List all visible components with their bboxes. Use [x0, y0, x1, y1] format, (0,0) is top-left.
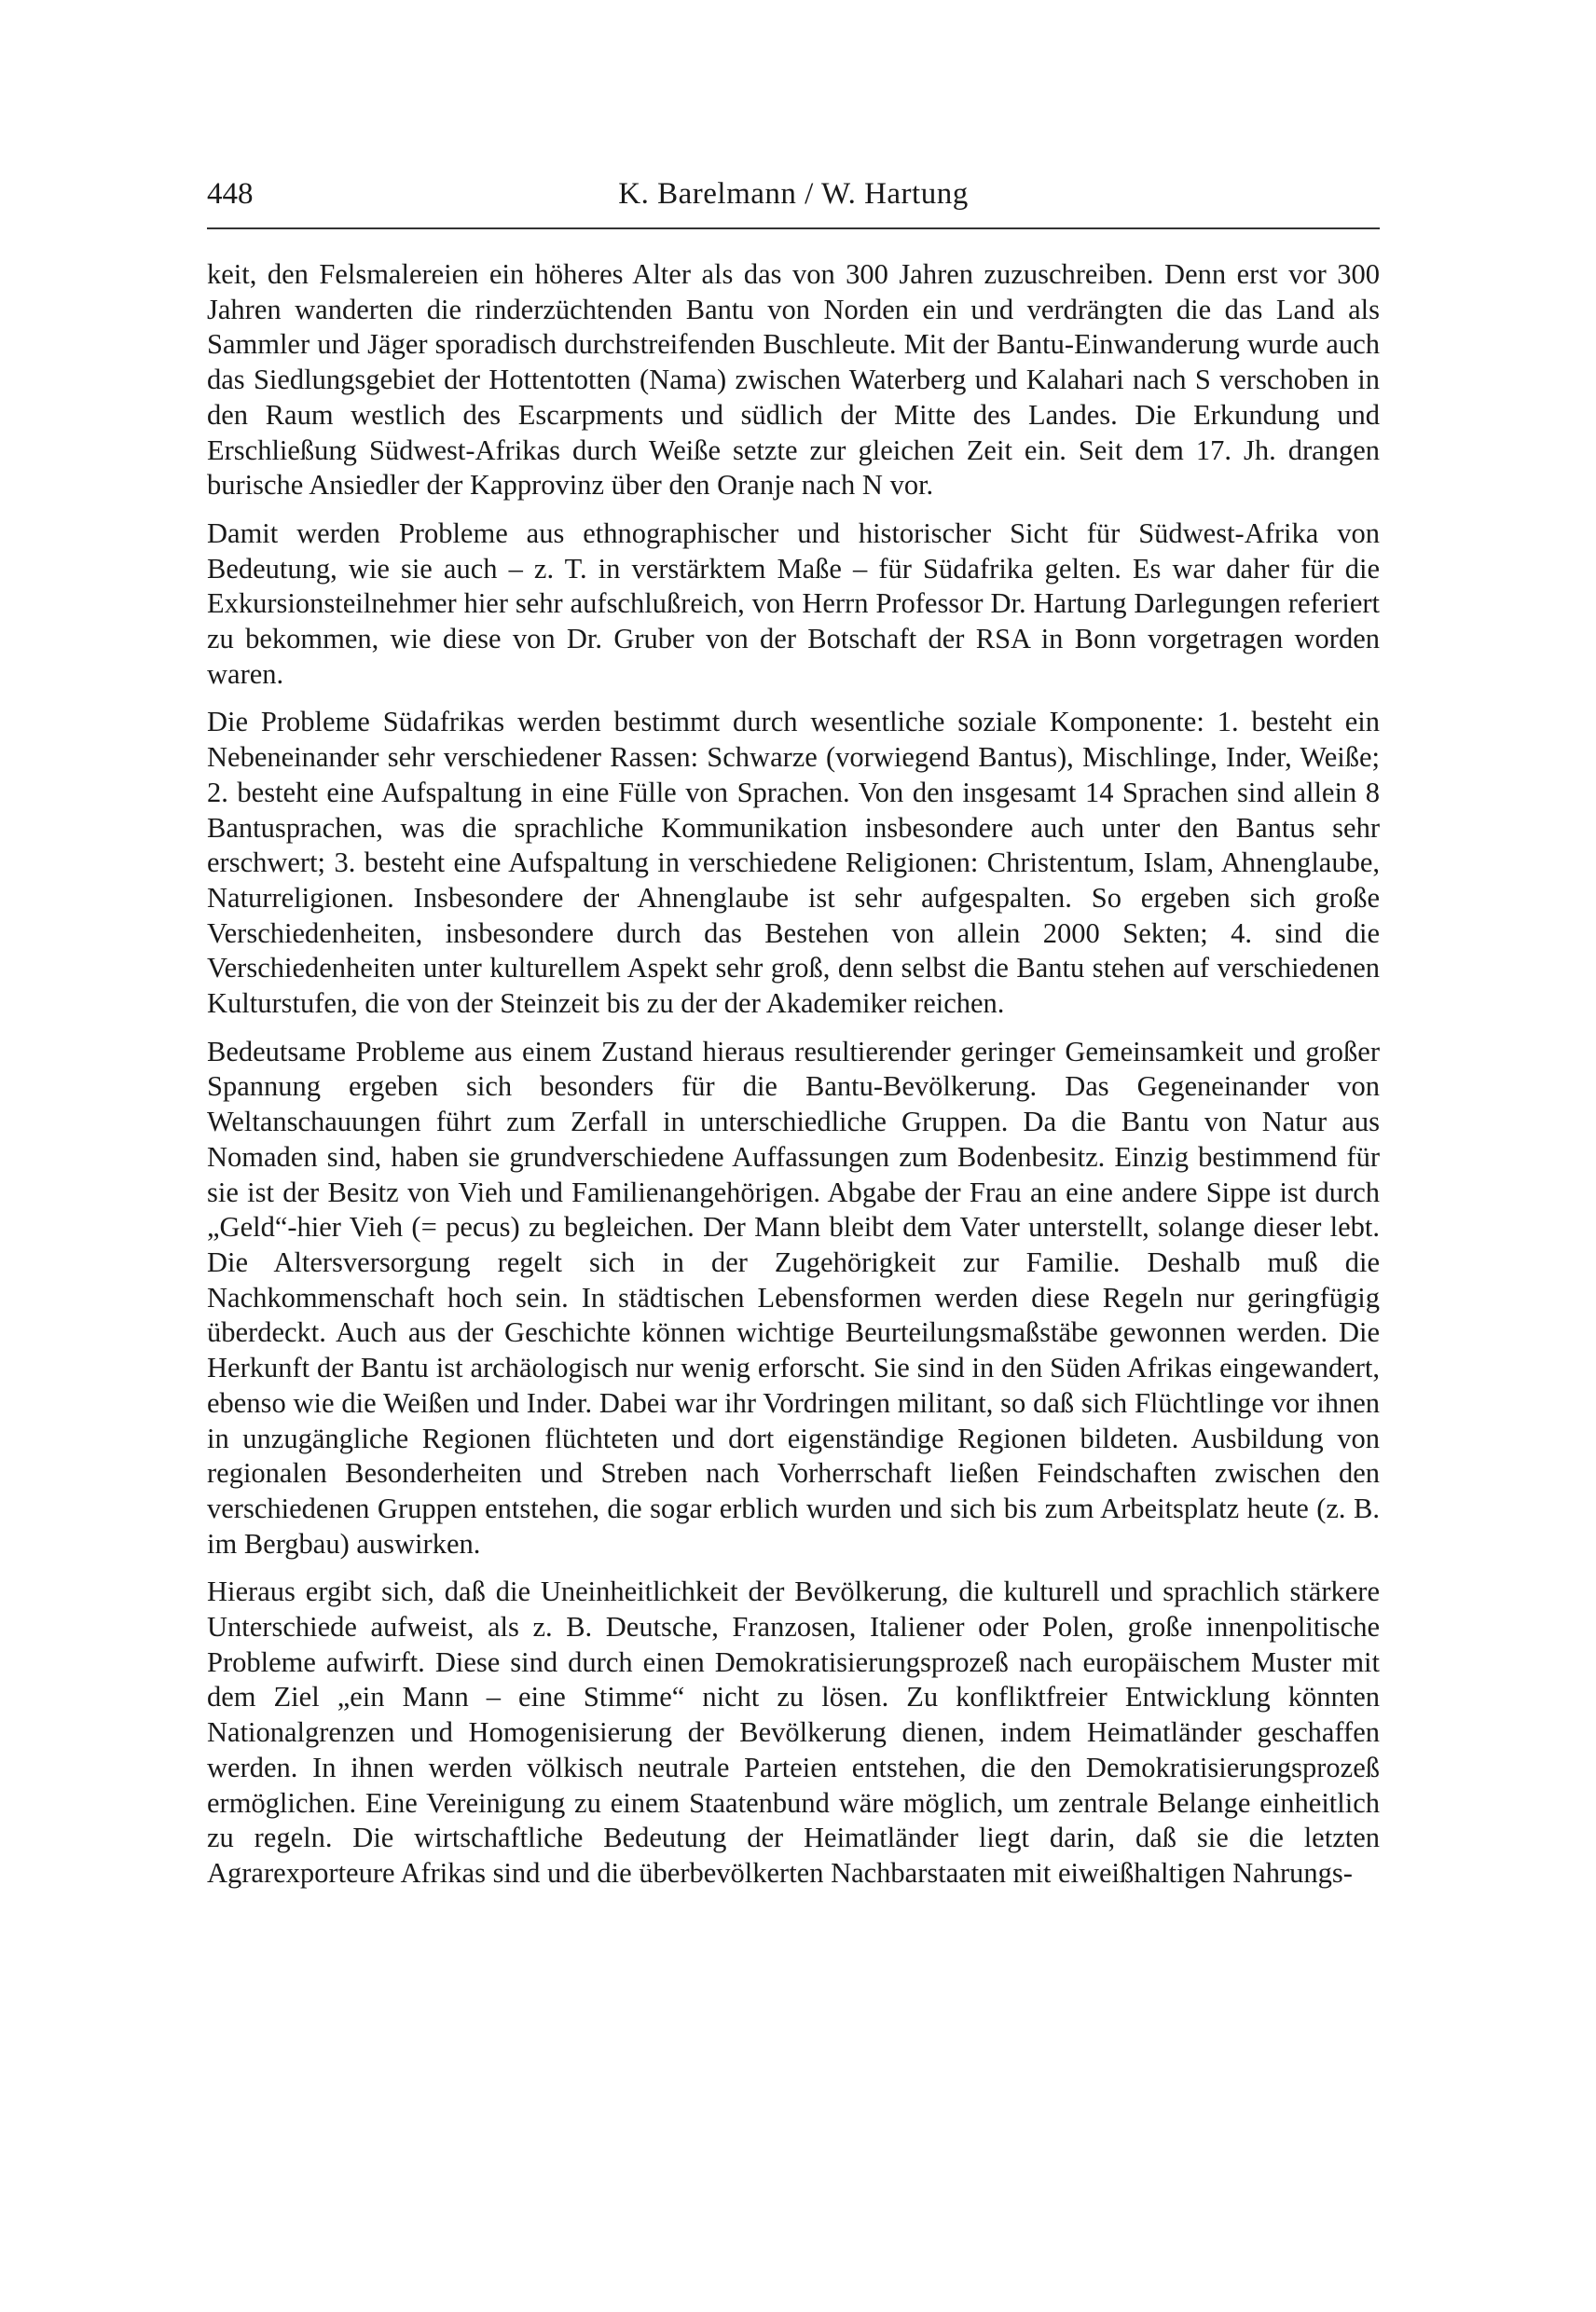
body-text — [207, 257, 1380, 1905]
running-head: K. Barelmann / W. Hartung — [618, 177, 969, 211]
paragraph-4: Bedeutsame Probleme aus einem Zustand hieraus resultierender geringer Gemeinsamkeit und großer Spannung ergeben sich besonders für die Bantu-Bevölkerung. Das Gegeneinander von Weltanschauungen führt zum Zerfall in unterschiedliche Gruppen. Da die Bantu von Natur aus Nomaden sind, haben sie grundverschiedene Auffassungen zum Bodenbesitz. Einzig bestimmend für sie ist der Besitz von Vieh und Familienangehörigen. Abgabe der Frau an eine andere Sippe ist durch „Geld“-hier Vieh (= pecus) zu begleichen. Der Mann bleibt dem Vater unterstellt, solange dieser lebt. Die Altersversorgung regelt sich in der Zugehörigkeit zur Familie. Deshalb muß die Nachkommenschaft hoch sein. In städtischen Lebensformen werden diese Regeln nur geringfügig überdeckt. Auch aus der Geschichte können wichtige Beurteilungsmaßstäbe gewonnen werden. Die Herkunft der Bantu ist archäologisch nur wenig erforscht. Sie sind in den Süden Afrikas eingewandert, ebenso wie die Weißen und Inder. Dabei war ihr Vordringen militant, so daß sich Flüchtlinge vor ihnen in unzugängliche Regionen flüchteten und dort eigenständige Regionen bildeten. Ausbildung von regionalen Besonderheiten und Streben nach Vorherrschaft ließen Feindschaften zwischen den verschiedenen Gruppen entstehen, die sogar erblich wurden und sich bis zum Arbeitsplatz heute (z. B. im Bergbau) auswirken. — [207, 1035, 1380, 1560]
page-header — [207, 172, 1380, 229]
paragraph-2: Damit werden Probleme aus ethnographischer und historischer Sicht für Südwest-Afrika von Bedeutung, wie sie auch – z. T. in verstärktem Maße – für Südafrika gelten. Es war daher für die Exkursionsteilnehmer hier sehr aufschlußreich, von Herrn Professor Dr. Hartung Darlegungen referiert zu bekommen, wie diese von Dr. Gruber von der Botschaft der RSA in Bonn vorgetragen worden waren. — [207, 516, 1380, 690]
paragraph-3: Die Probleme Südafrikas werden bestimmt durch wesentliche soziale Komponente: 1. besteht ein Nebeneinander sehr verschiedener Rassen: Schwarze (vorwiegend Bantus), Mischlinge, Inder, Weiße; 2. besteht eine Aufspaltung in eine Fülle von Sprachen. Von den insgesamt 14 Sprachen sind allein 8 Bantusprachen, was die sprachliche Kommunikation insbesondere auch unter den Bantus sehr erschwert; 3. besteht eine Aufspaltung in verschiedene Religionen: Christentum, Islam, Ahnenglaube, Naturreligionen. Insbesondere der Ahnenglaube ist sehr aufgespalten. So ergeben sich große Verschiedenheiten, insbesondere durch das Bestehen von allein 2000 Sekten; 4. sind die Verschiedenheiten unter kulturellem Aspekt sehr groß, denn selbst die Bantu stehen auf verschiedenen Kulturstufen, die von der Steinzeit bis zu der der Akademiker reichen. — [207, 706, 1380, 1020]
paragraph-1: keit, den Felsmalereien ein höheres Alter als das von 300 Jahren zuzuschreiben. Denn erst vor 300 Jahren wanderten die rinderzüchtenden Bantu von Norden ein und verdrängten die das Land als Sammler und Jäger sporadisch durchstreifenden Buschleute. Mit der Bantu-Einwanderung wurde auch das Siedlungsgebiet der Hottentotten (Nama) zwischen Waterberg und Kalahari nach S verschoben in den Raum westlich des Escarpments und südlich der Mitte des Landes. Die Erkundung und Erschließung Südwest-Afrikas durch Weiße setzte zur gleichen Zeit ein. Seit dem 17. Jh. drangen burische Ansiedler der Kapprovinz über den Oranje nach N vor. — [207, 258, 1380, 502]
page-number: 448 — [207, 177, 254, 211]
paragraph-5: Hieraus ergibt sich, daß die Uneinheitlichkeit der Bevölkerung, die kulturell und sprachlich stärkere Unterschiede aufweist, als z. B. Deutsche, Franzosen, Italiener oder Polen, große innenpolitische Probleme aufwirft. Diese sind durch einen Demokratisierungsprozeß nach europäischem Muster mit dem Ziel „ein Mann – eine Stimme“ nicht zu lösen. Zu konfliktfreier Entwicklung könnten Nationalgrenzen und Homogenisierung der Bevölkerung dienen, indem Heimatländer geschaffen werden. In ihnen werden völkisch neutrale Parteien entstehen, die den Demokratisierungsprozeß ermöglichen. Eine Vereinigung zu einem Staatenbund wäre möglich, um zentrale Belange einheitlich zu regeln. Die wirtschaftliche Bedeutung der Heimatländer liegt darin, daß sie die letzten Agrarexporteure Afrikas sind und die überbevölkerten Nachbarstaaten mit eiweißhaltigen Nahrungs- — [207, 1576, 1380, 1889]
